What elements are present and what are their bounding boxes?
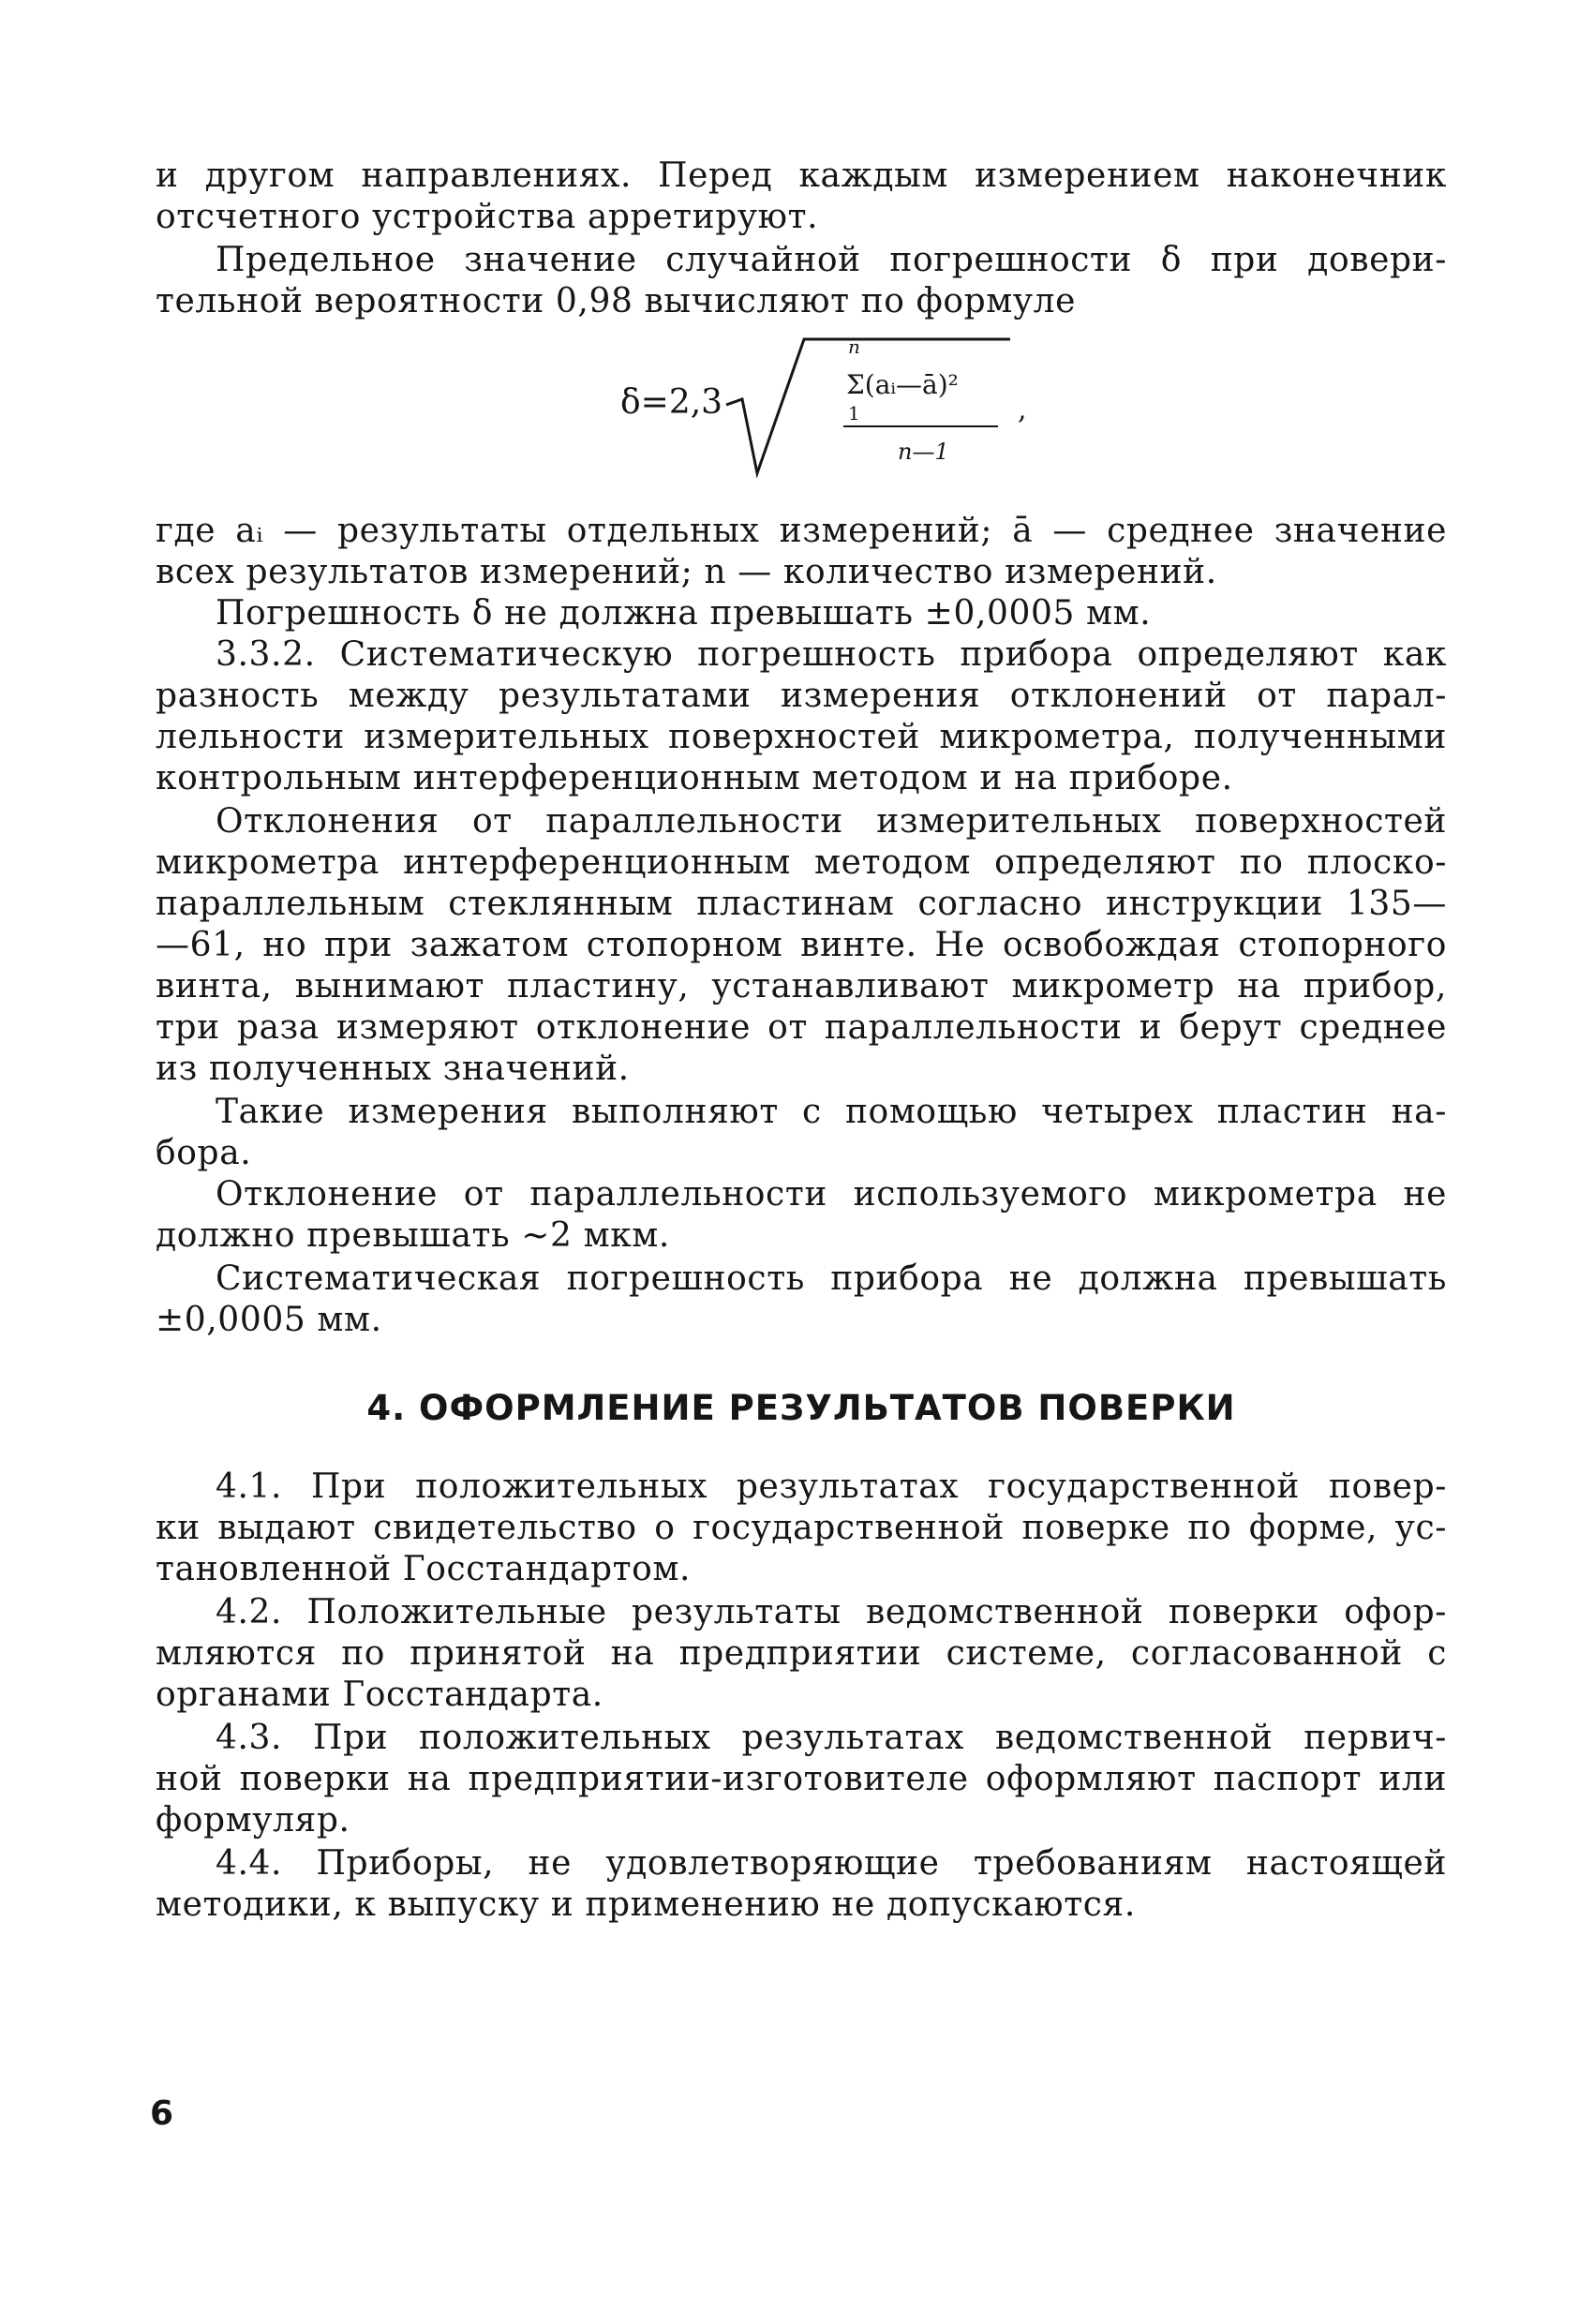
text-line: микрометра интерференционным методом определяют по плоско- <box>156 843 1447 882</box>
text-line: —61, но при зажатом стопорном винте. Не освобождая стопорного <box>156 926 1447 964</box>
text-line: контрольным интерференционным методом и на приборе. <box>156 759 1233 797</box>
text-line: разность между результатами измерения отклонений от парал- <box>156 677 1447 715</box>
text-line: 4.2. Положительные результаты ведомственной поверки офор- <box>216 1593 1447 1631</box>
formula-sum-bottom: 1 <box>848 402 860 425</box>
text-line: винта, вынимают пластину, устанавливают микрометр на прибор, <box>156 967 1447 1006</box>
text-line: Погрешность δ не должна превышать ±0,0005 мм. <box>216 594 1152 633</box>
text-line: Отклонение от параллельности используемого микрометра не <box>216 1175 1447 1214</box>
text-line: Такие измерения выполняют с помощью четырех пластин на- <box>216 1093 1447 1131</box>
text-line: 4.1. При положительных результатах государственной повер- <box>216 1467 1447 1506</box>
formula-comma: , <box>1018 394 1027 426</box>
text-line: из полученных значений. <box>156 1050 630 1088</box>
formula-denominator: n—1 <box>898 439 949 465</box>
text-line: лельности измерительных поверхностей микрометра, полученными <box>156 718 1447 756</box>
text-line: и другом направлениях. Перед каждым измерением наконечник <box>156 156 1447 195</box>
text-line: параллельным стеклянным пластинам согласно инструкции 135— <box>156 885 1447 923</box>
text-line: 4.4. Приборы, не удовлетворяющие требованиям настоящей <box>216 1844 1447 1883</box>
text-line: органами Госстандарта. <box>156 1676 603 1714</box>
text-line: тановленной Госстандартом. <box>156 1550 692 1588</box>
text-line: мляются по принятой на предприятии системе, согласованной с <box>156 1634 1447 1673</box>
text-line: должно превышать ~2 мкм. <box>156 1216 670 1255</box>
formula-lhs: δ=2,3 <box>620 383 723 422</box>
text-line: 4.3. При положительных результатах ведомственной первич- <box>216 1719 1447 1757</box>
section-heading: 4. ОФОРМЛЕНИЕ РЕЗУЛЬТАТОВ ПОВЕРКИ <box>366 1388 1236 1428</box>
text-line: Систематическая погрешность прибора не должна превышать <box>216 1259 1447 1298</box>
radical-sign <box>726 339 1010 473</box>
text-line: три раза измеряют отклонение от параллельности и берут среднее <box>156 1008 1447 1047</box>
text-line: 3.3.2. Систематическую погрешность прибора определяют как <box>216 635 1447 674</box>
text-line: всех результатов измерений; n — количество измерений. <box>156 553 1217 591</box>
text-line: Предельное значение случайной погрешности δ при довери- <box>216 241 1447 279</box>
text-line: тельной вероятности 0,98 вычисляют по формуле <box>156 282 1077 320</box>
text-line: отсчетного устройства арретируют. <box>156 198 819 236</box>
text-line: Отклонения от параллельности измерительных поверхностей <box>216 802 1447 841</box>
page-number: 6 <box>150 2094 174 2133</box>
text-line: ±0,0005 мм. <box>156 1301 382 1339</box>
formula-numerator: Σ(aᵢ—ā)² <box>846 369 959 400</box>
text-line: бора. <box>156 1134 252 1172</box>
text-line: где aᵢ — результаты отдельных измерений; ā — среднее значение <box>156 512 1447 550</box>
text-line: формуляр. <box>156 1801 350 1840</box>
text-line: ной поверки на предприятии-изготовителе оформляют паспорт или <box>156 1760 1447 1798</box>
formula-sum-top: n <box>848 335 860 358</box>
text-line: ки выдают свидетельство о государственной поверке по форме, ус- <box>156 1509 1447 1547</box>
text-line: методики, к выпуску и применению не допускаются. <box>156 1885 1136 1924</box>
